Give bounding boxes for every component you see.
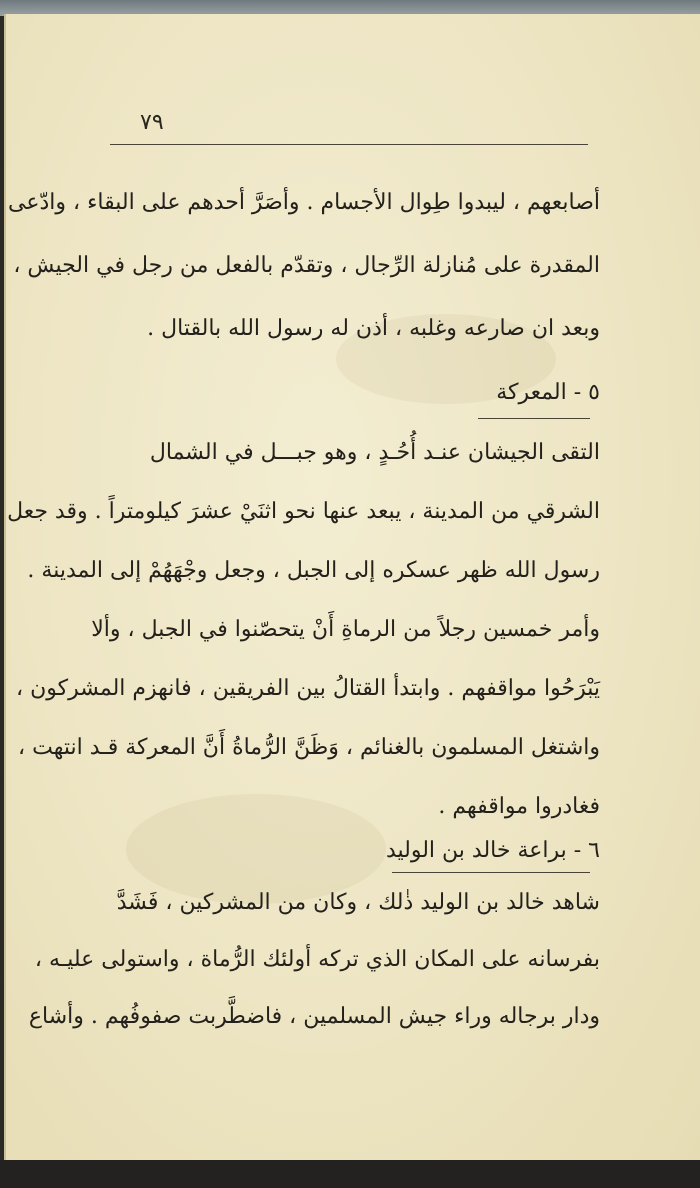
section-heading-battle: ٥ - المعركة bbox=[496, 380, 600, 405]
text-line: يَبْرَحُوا مواقفهم . وابتدأ القتالُ بين الفريقين ، فانهزم المشركون ، bbox=[16, 676, 600, 701]
text-line: واشتغل المسلمون بالغنائم ، وَظَنَّ الرُّماةُ أَنَّ المعركة قـد انتهت ، bbox=[18, 735, 600, 760]
text-line: رسول الله ظهر عسكره إلى الجبل ، وجعل وجْهَهُمْ إلى المدينة . bbox=[27, 558, 600, 583]
paragraph-battle bbox=[7, 440, 600, 830]
text-line: وأمر خمسين رجلاً من الرماةِ أَنْ يتحصّنوا في الجبل ، وألا bbox=[91, 617, 600, 642]
text-line: فغادروا مواقفهم . bbox=[438, 794, 600, 819]
text-line: أصابعهم ، ليبدوا طِوال الأجسام . وأصَرَّ أحدهم على البقاء ، وادّعى bbox=[7, 190, 600, 215]
text-line: شاهد خالد بن الوليد ذٰلك ، وكان من المشركين ، فَشَدَّ bbox=[116, 890, 600, 915]
text-line: التقى الجيشان عنـد أُحُـدٍ ، وهو جبـــل في الشمال bbox=[149, 440, 600, 465]
scanner-bottom-edge bbox=[0, 1160, 700, 1188]
header-rule bbox=[110, 144, 588, 145]
text-line: بفرسانه على المكان الذي تركه أولئك الرُّماة ، واستولى عليـه ، bbox=[34, 947, 600, 972]
paragraph-khalid bbox=[28, 890, 600, 1050]
text-line: المقدرة على مُنازلة الرِّجال ، وتقدّم بالفعل من رجل في الجيش ، bbox=[13, 253, 600, 278]
section-heading-rule bbox=[392, 872, 590, 873]
text-line: وبعد ان صارعه وغلبه ، أذن له رسول الله بالقتال . bbox=[147, 316, 600, 341]
section-heading-khalid: ٦ - براعة خالد بن الوليد bbox=[385, 838, 600, 863]
paragraph-continuation bbox=[7, 190, 600, 350]
text-line: ودار برجاله وراء جيش المسلمين ، فاضطَّربت صفوفُهم . وأشاع bbox=[28, 1004, 600, 1029]
page-number: ٧٩ bbox=[140, 110, 164, 135]
text-line: الشرقي من المدينة ، يبعد عنها نحو اثنَيْ عشرَ كيلومتراً . وقد جعل bbox=[7, 499, 600, 524]
section-heading-rule bbox=[478, 418, 590, 419]
